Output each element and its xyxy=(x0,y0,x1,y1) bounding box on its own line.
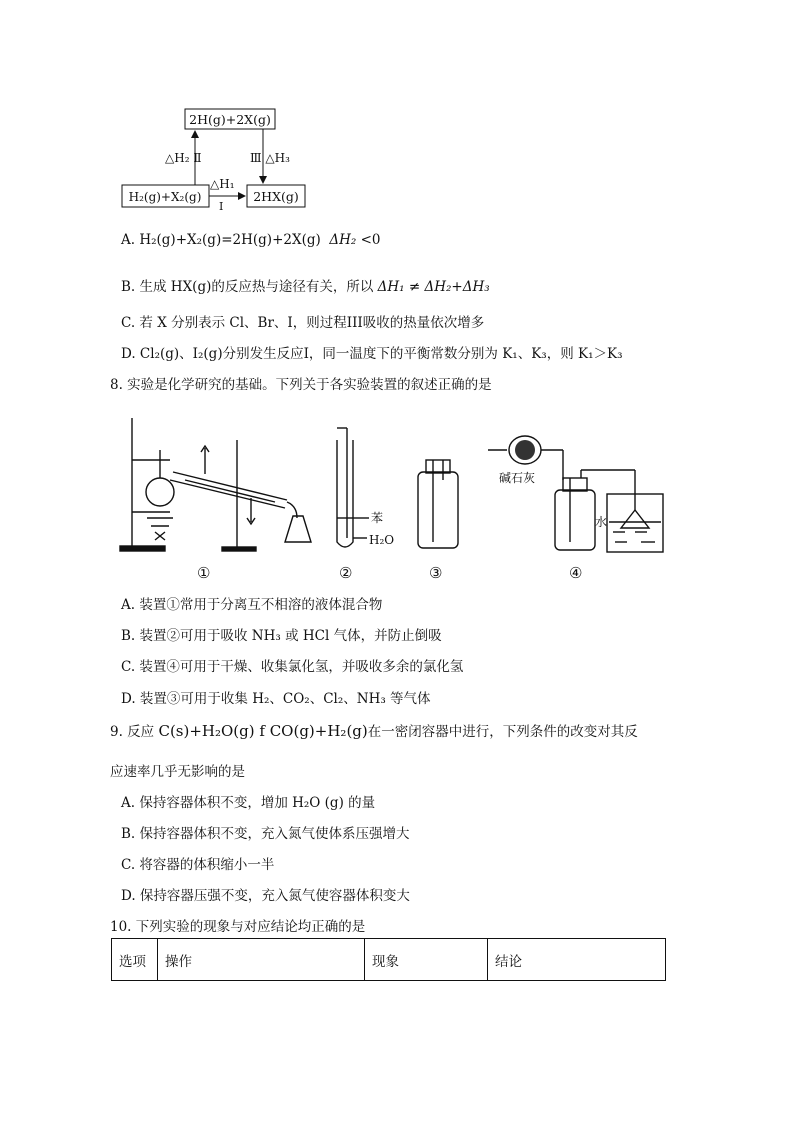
q7-option-a-rel: <0 xyxy=(356,232,381,248)
q9-option-c: C. 将容器的体积缩小一半 xyxy=(121,857,275,873)
q8-option-a: A. 装置①常用于分离互不相溶的液体混合物 xyxy=(121,597,383,613)
dh3-label: Ⅲ △H₃ xyxy=(250,151,290,165)
fig-label-2: ② xyxy=(339,564,353,582)
q8-option-d: D. 装置③可用于收集 H₂、CO₂、Cl₂、NH₃ 等气体 xyxy=(121,691,431,707)
q10-header-option: 选项 xyxy=(112,939,158,981)
q9-stem xyxy=(110,720,638,740)
q9-equation: C(s)+H₂O(g) f CO(g)+H₂(g) xyxy=(158,722,368,740)
q7-option-c: C. 若 X 分别表示 Cl、Br、I，则过程III吸收的热量依次增多 xyxy=(121,315,485,331)
fig-label-4: ④ xyxy=(569,564,583,582)
q7-option-b-eq: ΔH₁ ≠ ΔH₂+ΔH₃ xyxy=(377,279,490,295)
soda-lime-granules xyxy=(515,440,535,460)
water-tube-label: H₂O xyxy=(369,533,395,547)
q7-option-a-eq: H₂(g)+X₂(g)=2H(g)+2X(g) xyxy=(139,232,321,248)
dh1-label: △H₁ xyxy=(210,177,235,191)
q10-stem: 10. 下列实验的现象与对应结论均正确的是 xyxy=(110,919,366,935)
path1-label: Ⅰ xyxy=(219,200,224,213)
q7-option-a-dh: ΔH₂ xyxy=(329,232,357,248)
q9-option-b: B. 保持容器体积不变，充入氮气使体系压强增大 xyxy=(121,826,410,842)
q9-option-a: A. 保持容器体积不变，增加 H₂O (g) 的量 xyxy=(121,795,376,811)
apparatus-4-setup xyxy=(488,436,663,552)
q8-stem: 8. 实验是化学研究的基础。下列关于各实验装置的叙述正确的是 xyxy=(110,377,492,393)
right-state-label: 2HX(g) xyxy=(253,189,299,204)
q10-header-conclusion: 结论 xyxy=(488,939,666,981)
q10-table-header-row xyxy=(112,939,666,981)
fig-label-1: ① xyxy=(197,564,211,582)
apparatus-1-distillation xyxy=(120,418,311,551)
q10-header-operation: 操作 xyxy=(158,939,365,981)
apparatus-figure xyxy=(115,410,675,585)
q9-stem-line2: 应速率几乎无影响的是 xyxy=(110,764,245,780)
apparatus-2-tube xyxy=(337,428,369,547)
q10-header-phenomenon: 现象 xyxy=(365,939,488,981)
q9-stem-suffix: 在一密闭容器中进行，下列条件的改变对其反 xyxy=(367,724,638,740)
apparatus-3-bottle xyxy=(418,460,458,548)
water-beaker-label: 水 xyxy=(595,515,608,529)
benzene-label: 苯 xyxy=(371,511,384,525)
q10-table xyxy=(111,938,666,981)
q7-option-a xyxy=(121,232,380,248)
top-state-label: 2H(g)+2X(g) xyxy=(189,112,271,127)
dh2-label: △H₂ Ⅱ xyxy=(165,151,202,165)
energy-cycle-diagram xyxy=(115,100,345,215)
soda-lime-label: 碱石灰 xyxy=(499,471,536,485)
fig-label-3: ③ xyxy=(429,564,443,582)
q7-option-a-prefix: A. xyxy=(121,232,140,248)
q8-option-b: B. 装置②可用于吸收 NH₃ 或 HCl 气体，并防止倒吸 xyxy=(121,628,442,644)
left-state-label: H₂(g)+X₂(g) xyxy=(128,190,202,204)
q9-stem-prefix: 9. 反应 xyxy=(110,724,159,740)
q7-option-b-text: B. 生成 HX(g)的反应热与途径有关，所以 xyxy=(121,279,378,295)
q7-option-b xyxy=(121,275,490,295)
q7-option-d: D. Cl₂(g)、I₂(g)分别发生反应Ⅰ，同一温度下的平衡常数分别为 K₁、K₃，则 K₁＞K₃ xyxy=(121,346,623,362)
q8-option-c: C. 装置④可用于干燥、收集氯化氢，并吸收多余的氯化氢 xyxy=(121,659,464,675)
q9-option-d: D. 保持容器压强不变，充入氮气使容器体积变大 xyxy=(121,888,410,904)
